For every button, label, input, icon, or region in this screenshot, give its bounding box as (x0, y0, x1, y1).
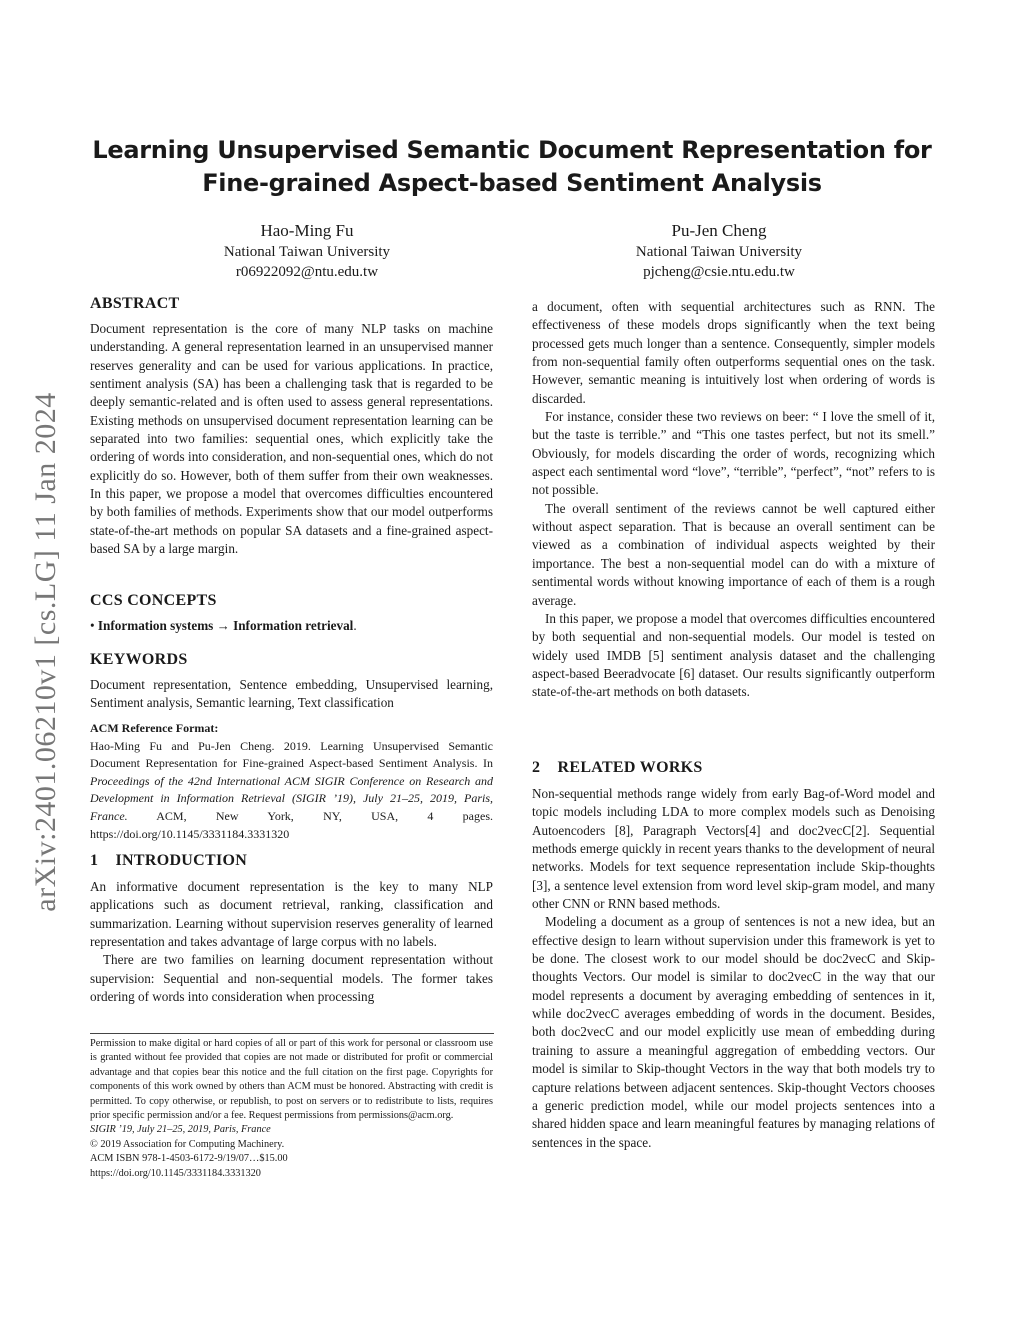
arxiv-stamp: arXiv:2401.06210v1 [cs.LG] 11 Jan 2024 (29, 392, 62, 912)
permission-text: Permission to make digital or hard copies of all or part of this work for personal or classroom use is granted without fee provided that copies are not made or distributed for profit or commercial advantage and that copies bear this notice and the full citation on the first page. Copyrights for components of this work owned by others than ACM must be honored. Abstracting with credit is permitted. To copy otherwise, or republish, to post on servers or to redistribute to lists, requires prior specific permission and/or a fee. Request permissions from permissions@acm.org. (90, 1038, 493, 1122)
ref-text: ACM, New York, NY, USA, 4 pages. https://doi.org/10.1145/3331184.3331320 (90, 808, 493, 841)
paragraph: Document representation, Sentence embedding, Unsupervised learning, Sentiment analysis, Semantic learning, Text classification (90, 677, 493, 711)
paragraph: For instance, consider these two reviews on beer: “ I love the smell of it, but the taste is terrible.” and “This one tastes perfect, but not its smell.” Obviously, for models discarding the order of words, recognizing which aspect each sentimental word “love”, “terrible”, “perfect”, “not” refers to is not possible. (532, 409, 935, 498)
related-heading: 2 RELATED WORKS (532, 759, 703, 776)
ref-text: Hao-Ming Fu and Pu-Jen Cheng. 2019. Learning Unsupervised Semantic Document Representation for Fine-grained Aspect-based Sentiment Analysis. In (90, 738, 493, 771)
ccs-concepts (90, 617, 493, 635)
author-affiliation: National Taiwan University (635, 244, 803, 260)
paper-title-line1: Learning Unsupervised Semantic Document Representation for (92, 136, 932, 164)
related-works (532, 785, 935, 1152)
ccs-item: Information retrieval (233, 618, 354, 633)
intro-left (90, 878, 493, 1006)
ccs-item: Information systems (97, 618, 214, 633)
author-1 (157, 220, 457, 282)
keywords-text (90, 676, 493, 713)
ref-venue: Proceedings of the 42nd International ACM SIGIR Conference on Research and Development in Information Retrieval (SIGIR ’19), July 21–25, 2019, Paris, France. (90, 773, 493, 823)
intro-right (532, 298, 935, 702)
venue: SIGIR ’19, July 21–25, 2019, Paris, France (90, 1124, 271, 1136)
author-email: r06922092@ntu.edu.tw (235, 264, 379, 280)
intro-heading: 1 INTRODUCTION (90, 852, 248, 869)
author-affiliation: National Taiwan University (223, 244, 391, 260)
footnote-rule (90, 1033, 494, 1034)
paragraph: Modeling a document as a group of sentences is not a new idea, but an effective design to learn without supervision under this framework is yet to be done. The closest work to our model should be doc2vecC and Skip-thoughts Vectors. Our model is similar to doc2vecC in the way that our model represents a document by averaging embedding of sentences in it, while doc2vecC averages embedding of words in the document. Besides, both doc2vecC and our model explicitly use mean of embedding during training to assure a meaningful aggregation of embedding vectors. Our model is similar to Skip-thought Vectors in the way that both models try to capture relations between adjacent sentences. Skip-thought Vectors chooses a generic prediction model, while our model projects sentences into a shared hidden space and learn meaningful features by managing relations of sentences in the space. (532, 914, 935, 1150)
arrow: → (213, 618, 234, 633)
copyright: © 2019 Association for Computing Machinery. (90, 1138, 285, 1150)
abstract-text (90, 320, 493, 558)
doi: https://doi.org/10.1145/3331184.3331320 (90, 1167, 261, 1179)
paper-title-line2: Fine-grained Aspect-based Sentiment Analysis (202, 169, 822, 197)
paragraph: There are two families on learning document representation without supervision: Sequential and non-sequential models. The former takes ordering of words into consideration when processing (90, 952, 493, 1005)
paragraph: An informative document representation is the key to many NLP applications such as document retrieval, ranking, classification and summarization. Learning without supervision reserves generality of learned representation and takes advantage of large corpus with no labels. (90, 879, 493, 950)
author-email: pjcheng@csie.ntu.edu.tw (643, 264, 795, 280)
abstract-heading: ABSTRACT (90, 295, 180, 312)
acm-reference (90, 720, 493, 843)
acm-ref-heading: ACM Reference Format: (90, 721, 219, 735)
ccs-heading: CCS CONCEPTS (90, 592, 217, 609)
author-name: Pu-Jen Cheng (671, 221, 767, 240)
isbn: ACM ISBN 978-1-4503-6172-9/19/07…$15.00 (90, 1153, 288, 1165)
paragraph: Non-sequential methods range widely from early Bag-of-Word model and topic models including LDA to more complex models such as Denoising Autoencoders [8], Paragraph Vectors[4] and doc2vecC[2]. Sequential methods emerge quickly in recent years thanks to the development of neural networks. Models for text sequence representation include Skip-thoughts [3], a sentence level extension from word level skip-gram model, and many other CNN or RNN based methods. (532, 786, 935, 912)
keywords-heading: KEYWORDS (90, 651, 188, 668)
bullet: • (90, 618, 98, 633)
period: . (353, 618, 357, 633)
author-name: Hao-Ming Fu (260, 221, 354, 240)
author-2 (569, 220, 869, 282)
footnote (90, 1037, 493, 1181)
paragraph: Document representation is the core of many NLP tasks on machine understanding. A general representation learned in an unsupervised manner reserves generality and can be used for various applications. In practice, sentiment analysis (SA) has been a challenging task that is regarded to be deeply semantic-related and is often used to assess general representations. Existing methods on unsupervised document representation learning can be separated into two families: sequential ones, which explicitly take the ordering of words into consideration, and non-sequential ones, which do not explicitly do so. However, both of them suffer from their own weaknesses. In this paper, we propose a model that overcomes difficulties encountered by both families of methods. Experiments show that our model outperforms state-of-the-art methods on popular SA datasets and a fine-grained aspect-based SA by a large margin. (90, 321, 493, 557)
paragraph: The overall sentiment of the reviews cannot be well captured either without aspect separation. That is because an overall sentiment can be viewed as a combination of individual aspects weighted by their importance. The best a non-sequential model can do with a mixture of sentimental words without knowing importance of each of them is a rough average. (532, 500, 935, 608)
paragraph: In this paper, we propose a model that overcomes difficulties encountered by both sequential and non-sequential models. Our model is tested on widely used IMDB [5] sentiment analysis dataset and the challenging aspect-based Beeradvocate [6] dataset. Our results significantly outperform state-of-the-art methods on both datasets. (532, 610, 935, 700)
paragraph: a document, often with sequential architectures such as RNN. The effectiveness of these models drops significantly when the text being processed gets much longer than a sentence. Consequently, simpler models from non-sequential family often outperforms sequential ones on the task. However, semantic meaning is intuitively lost when ordering of words is discarded. (532, 299, 935, 406)
